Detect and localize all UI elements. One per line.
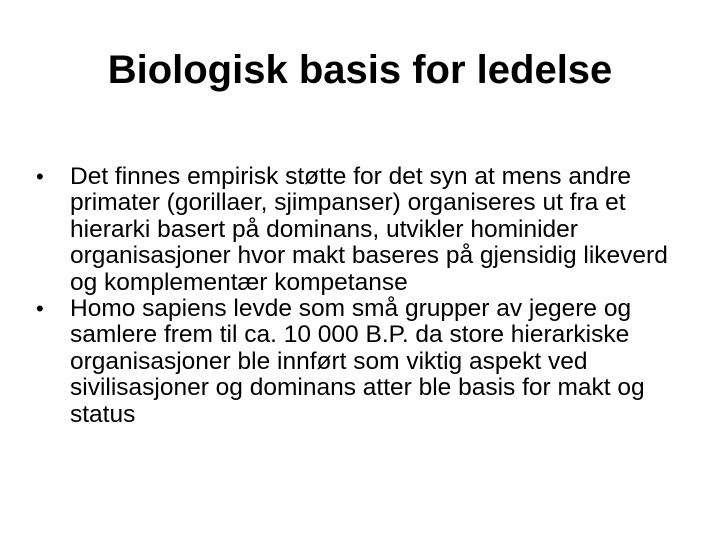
bullet-icon: • <box>36 296 44 322</box>
bullet-text-1: Det finnes empirisk støtte for det syn at mens andre primater (gorillaer, sjimpanser) organiseres ut fra et hierarki basert på dominans, utvikler hominider organisasjoner hvor makt baseres på gjensidig likeverd og komplementær kompetanse <box>70 163 668 296</box>
bullet-item-1 <box>36 164 686 296</box>
bullet-list <box>36 164 686 428</box>
slide-title: Biologisk basis for ledelse <box>107 48 613 92</box>
bullet-icon: • <box>36 164 44 189</box>
bullet-text-2: Homo sapiens levde som små grupper av jegere og samlere frem til ca. 10 000 B.P. da store hierarkiske organisasjoner ble innført som viktig aspekt ved sivilisasjoner og dominans atter ble basis for makt og status <box>70 295 645 428</box>
bullet-item-2 <box>36 296 686 428</box>
